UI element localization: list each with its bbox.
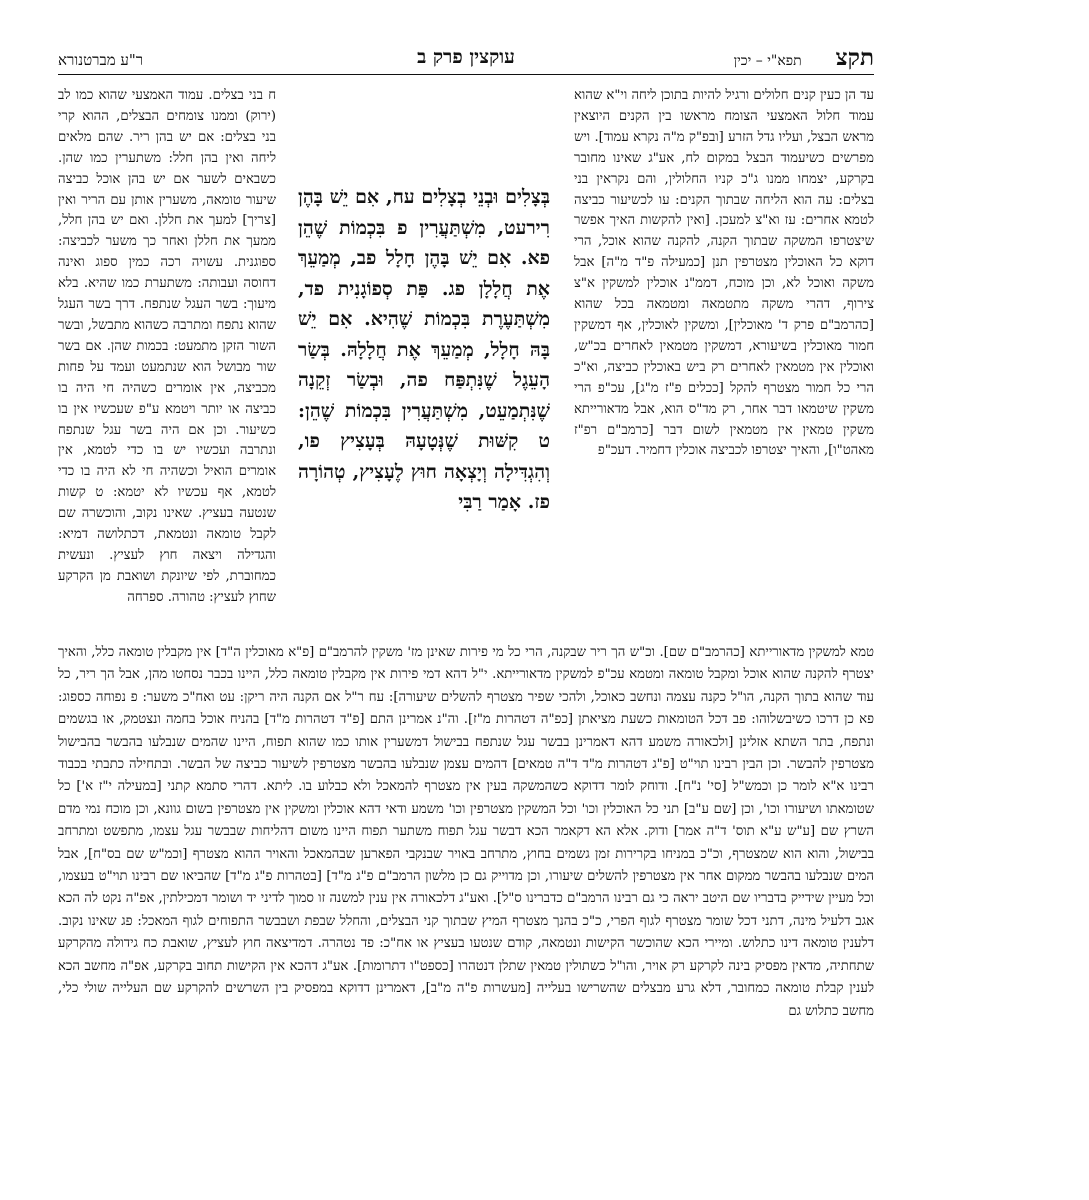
page-header bbox=[58, 44, 874, 71]
page bbox=[58, 0, 874, 1200]
commentary-paragraph: ח בני בצלים. עמוד האמצעי שהוא כמו לב (ירוק) וממנו צומחים הבצלים, ההוא קרי בני בצלים: אם יש בהן ריר. שהם מלאים ליחה ואין בהן חלל: משתערין כמו שהן. כשבאים לשער אם יש בהן אוכל כביצה שיעור טומאה, משערין אותן עם הריר ואין [צריך] למעך את חללן. ואם יש בהן חלל, ממעך את חללן ואחר כך משער לכביצה: ספוגנית. עשויה רכה כמין ספוג ואינה דחוסה ועבותה: משתערת כמו שהיא. בלא מיעוך: בשר העגל שנתפח. דרך בשר העגל שהוא נתפח ומתרבה כשהוא מתבשל, ובשר השור הזקן מתמעט: בכמות שהן. אם בשר שור מבושל הוא שנתמעט ועמד על פחות מכביצה, אין אומרים כשהיה חי היה בו כביצה או יותר ויטמא ע"פ שעכשיו אין בו כשיעור. וכן אם היה בשר עגל שנתפח ונתרבה ועכשיו יש בו כדי לטמא, אין אומרים הואיל וכשהיה חי לא היה בו כדי לטמא, אף עכשיו לא יטמא: ט קשות שנטעה בעציץ. שאינו נקוב, והוכשרה שם לקבל טומאה ונטמאת, דכתלושה דמיא: והגדילה ויצאה חוץ לעציץ. ונעשית כמחוברת, לפי שיונקת ושואבת מן הקרקע שחוץ לעציץ: טהורה. ספרחה bbox=[58, 88, 276, 605]
page-number: תקצ bbox=[835, 44, 874, 71]
page-title: עוקצין פרק ב bbox=[417, 46, 515, 68]
commentary-paragraph: טמא למשקין מדאורייתא [כהרמב"ם שם]. וכ"ש הך ריר שבקנה, הרי כל מי פירות שאינן מז' משקין להרמב"ם [פ"א מאוכלין ה"ד] אין מקבלין טומאה כלל, והאיך יצטרף להקנה שהוא אוכל ומקבל טומאה ומטמא עכ"פ למשקין מדאורייתא. י"ל דהא דמי פירות אין מקבלין טומאה כלל, היינו בכבר נסחטו מהן, אבל הך ריר, כל עוד שהוא בתוך הקנה, הו"ל כקנה עצמה ונחשב כאוכל, ולהכי שפיר מצטרף להשלים שיעורה]: עח ר"ל אם הקנה היה ריקן: עט ואח"כ משער: פ נפוחה כספוג: פא כן דרכו כשיבשלוהו: פב דכל הטומאות כשעת מציאתן [כפ"ה דטהרות מ"ז]. וה"נ אמרינן התם [פ"ד דטהרות מ"ד] בהניח אוכל בחמה ונצטמק, או בגשמים ונתפח, בתר השתא אזלינן [ולכאורה משמע דהא דאמרינן בבשר עגל שנתפח בבישול דמשערין אותו כמו שהוא תפוח, היינו שהמים שנבלעו בהבשר בהבישול מצטרפין להבשר. וכן הבין רבינו תוי"ט [פ"ג דטהרות מ"ד ד"ה טמאים] דהמים עצמן שנבלעו בהבשר מצטרפין לשיעור כביצה של הבשר. ובתחילה כתבתי בכבוד רבינו א"א לומר כן וכמש"ל [סי' נ"ח]. ודוחק לומר דדוקא כשהמשקה בעין אין מצטרף להמאכל ולא כבלוע בו. ליתא. דהרי סתמא קתני [במעילה י"ז א'] כל שטומאתו ושיעורו וכו', וכן [שם ע"ב] תני כל האוכלין וכו' וכל המשקין מצטרפין וכו' משמע ודאי דהא אוכלין ומשקין אין מצטרפין בשום גוונא, וכן מוכח נמי מדם השרץ שם [ע"ש ע"א תוס' ד"ה אמר] ודוק. אלא הא דקאמר הכא דבשר עגל תפוח משתער תפוח היינו משום דהליחות שבבשר עגל עצמו, מתפשט ומתרחב בבישול, והוא הוא שמצטרף, וכ"כ במניחו בקרירות זמן גשמים בחוץ, מתרחב באויר שבנקבי הפארען שבהמאכל והאויר ההוא מצטרף [וכמ"ש שם בס"ח], אבל המים שנבלעו בהבשר ממקום אחר אין מצטרפין להשלים שיעורו, וכן מדוייק גם כן מלשון הרמב"ם פ"ג מ"ד] [בטהרות פ"ג מ"ד] שהביאו שם רבינו תוי"ט בעצמו, וכל מעיין שידייק בדבריו שם היטב יראה כי גם רבינו הרמב"ם כדברינו ס"ל]. ואע"ג דלכאורה אין ענין למשנה זו סמוך לדיני יד ושומר דמכילתין, אפ"ה נקט לה הכא אגב דלעיל מינה, דתני דכל שומר מצטרף לגוף הפרי, כ"כ בהנך מצטרף המיץ שבתוך קני הבצלים, והחלל שבפת ושבבשר התפוחים לגוף המאכל: פג שאינו נקוב. דלענין טומאה דינו כתלוש. ומיירי הכא שהוכשר הקישות ונטמאה, קודם שנטעו בעציץ או אח"כ: פד נטהרה. דמדיצאה חוץ לעציץ, שואבת כח גידולה מהקרקע שתחתיה, מדאין מפסיק בינה לקרקע רק אויר, והו"ל כשתולין טמאין שתלן דנטהרו [כספט"ו דתרומות]. אע"ג דהכא אין הקישות תחוב בקרקע, אפ"ה מחשב הכא לענין קבלת טומאה כמחובר, דלא גרע מבצלים שהשרישו בעלייה [מעשרות פ"ה מ"ב], דאמרינן דדוקא במפסיק בין השרשים להקרקע שם העלייה שולי כלי, מחשב כתלוש גם bbox=[58, 645, 874, 1019]
commentary-paragraph: עד הן כעין קנים חלולים ורגיל להיות בתוכן ליחה וי"א שהוא עמוד חלול האמצעי הצומח מראשו בין הקנים היוצאין מראש הבצל, ועליו גדל הזרע [ובפ"ק מ"ה נקרא עמוד]. ויש מפרשים כשיעמוד הבצל במקום לח, אע"ג שאינו מחובר בקרקע, יצמחו ממנו ג"כ קניו החלולין, והם נקראין בני בצלים: עה הוא הליחה שבתוך הקנים: עו לכשיעור כביצה לטמא אחרים: עז וא"צ למעכן. [ואין להקשות האיך אפשר שיצטרפו המשקה שבתוך הקנה, להקנה שהוא אוכל, הרי דוקא כל האוכלין מצטרפין תנן [כמעילה פ"ד מ"ה] אבל משקה ואוכל לא, וכן מוכח, דממ"נ אוכלין למשקין א"צ צירוף, דהרי משקה מתטמאה ומטמאה בכל שהוא [כהרמב"ם פרק ד' מאוכלין], ומשקין לאוכלין, אף דמשקין חמור מאוכלין בשיעורא, דמשקין מטמאין לאחרים בכ"ש, ואוכלין אין מטמאין לאחרים רק ביש באוכלין כביצה, וא"כ הרי כל חמור מצטרף להקל [ככלים פ"ז מ"ג], עכ"פ הרי משקין שיטמאו דבר אחר, רק מד"ס הוא, אבל מדאורייתא משקין טמאין אין מטמאין לשום דבר [כרמב"ם רפ"ז מאהט"ו], והאיך יצטרפו לכביצה אוכלין דחמיר. דעכ"פ bbox=[574, 88, 874, 459]
commentary-label-right: תפא"י – יכין bbox=[733, 53, 802, 69]
tiferet-yisrael-column bbox=[574, 86, 874, 462]
bottom-commentary bbox=[58, 642, 874, 1023]
bartenura-column bbox=[58, 86, 276, 609]
mishna-text: בְּצָלִים וּבְנֵי בְצָלִים עח, אִם יֵשׁ בָּהֶן רִירעט, מִשְׁתַּעֲרִין פ בִּכְמוֹת שֶׁהֵן פא. אִם יֵשׁ בָּהֶן חָלָל פב, מְמַעֵךְ אֶת חֲלָלָן פג. פַּת סְפוֹגָנִית פד, מִשְׁתַּעֶרֶת בִּכְמוֹת שֶׁהִיא. אִם יֵשׁ בָּהּ חָלָל, מְמַעֵךְ אֶת חֲלָלָהּ. בְּשַׂר הָעֵגֶל שֶׁנִּתְפַּח פה, וּבְשַׂר זְקֵנָה שֶׁנִּתְמַעֵט, מִשְׁתַּעֲרִין בִּכְמוֹת שֶׁהֵן: ט קִשּׁוּת שֶׁנְּטָעָהּ בְּעָצִיץ פו, וְהִגְדִּילָה וְיָצְאָה חוּץ לֶעָצִיץ, טְהוֹרָה פז. אָמַר רַבִּי bbox=[298, 186, 550, 513]
header-rule bbox=[58, 74, 874, 75]
commentary-label-left: ר"ע מברטנורא bbox=[58, 51, 144, 69]
